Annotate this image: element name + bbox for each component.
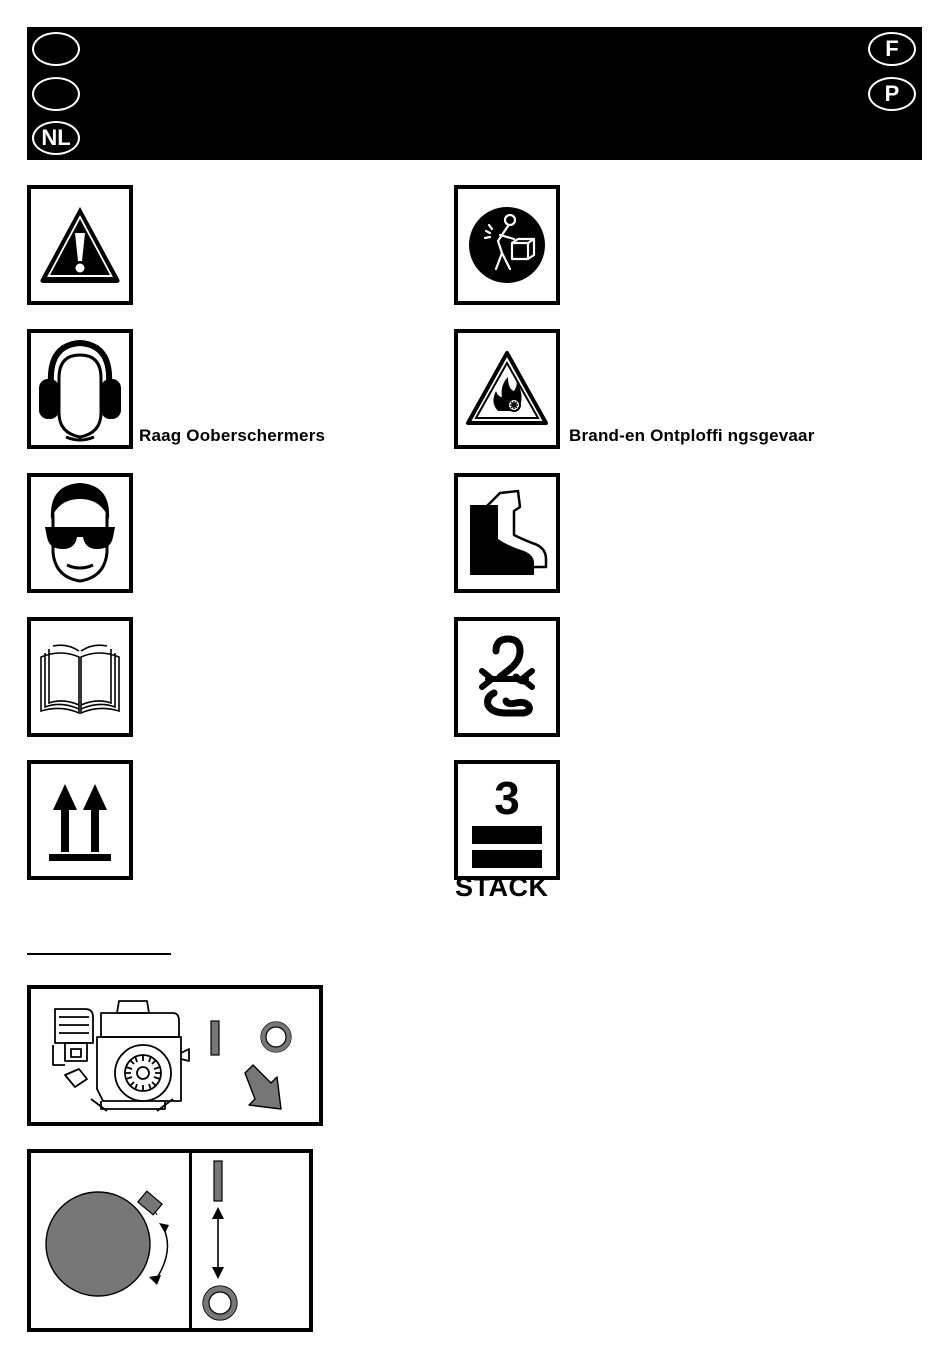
stack-limit-symbol-box — [454, 760, 560, 880]
language-badge-f: F — [868, 32, 916, 66]
warning-symbol-box — [27, 185, 133, 305]
read-manual-icon — [31, 621, 129, 733]
fire-explosion-symbol-box — [454, 329, 560, 449]
lifting-point-icon — [458, 621, 556, 733]
language-header-bar — [27, 27, 922, 160]
safety-boots-icon — [458, 477, 556, 589]
section-divider-line — [27, 953, 171, 955]
language-badge-p: P — [868, 77, 916, 111]
stack-label: STACK — [455, 872, 549, 902]
language-badge-blank-2 — [32, 77, 80, 111]
warning-triangle-icon — [31, 189, 129, 301]
this-way-up-icon — [31, 764, 129, 876]
fire-explosion-caption: Brand-en Ontploffi ngsgevaar — [569, 426, 815, 445]
fire-explosion-hazard-icon — [458, 333, 556, 445]
eye-protection-icon — [31, 477, 129, 589]
ear-protection-symbol-box — [27, 329, 133, 449]
this-way-up-symbol-box — [27, 760, 133, 880]
stack-number: 3 — [494, 772, 520, 824]
safety-boots-symbol-box — [454, 473, 560, 593]
ear-protection-caption: Raag Ooberschermers — [139, 426, 326, 445]
lifting-hazard-icon — [458, 189, 556, 301]
lifting-point-symbol-box — [454, 617, 560, 737]
read-manual-symbol-box — [27, 617, 133, 737]
stack-limit-icon — [458, 764, 556, 876]
lifting-hazard-symbol-box — [454, 185, 560, 305]
language-badge-nl: NL — [32, 121, 80, 155]
engine-switch-panel — [27, 985, 323, 1126]
choke-lever-panel — [27, 1149, 313, 1332]
engine-switch-icon — [31, 989, 319, 1122]
eye-protection-symbol-box — [27, 473, 133, 593]
ear-protection-icon — [31, 333, 129, 445]
language-badge-blank-1 — [32, 32, 80, 66]
choke-lever-icon — [31, 1153, 309, 1328]
